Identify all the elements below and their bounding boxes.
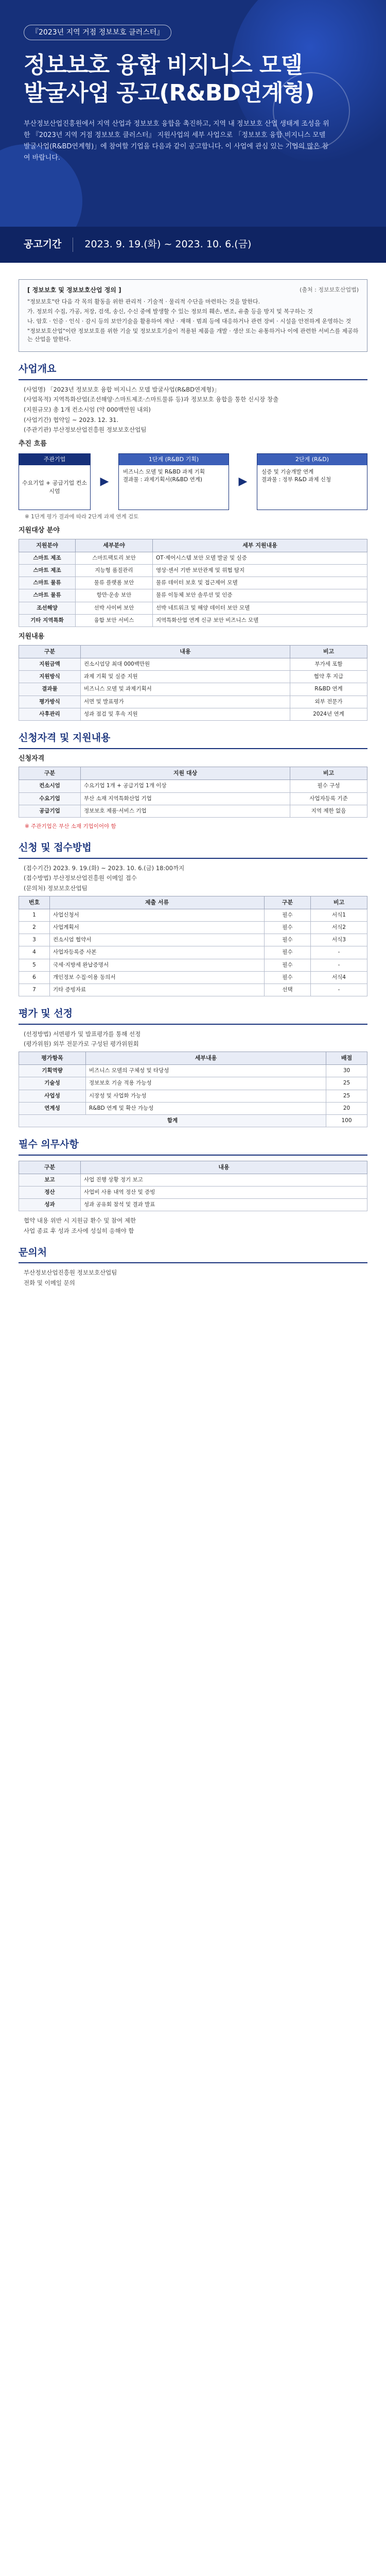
section-heading: 신청 및 접수방법 bbox=[19, 841, 367, 859]
table-row bbox=[19, 708, 367, 720]
bullet-item: (선정방법) 서면평가 및 발표평가를 통해 선정 bbox=[24, 1030, 141, 1038]
diagram-stage-1 bbox=[118, 453, 229, 510]
table-cell: 지능형 품질관리 bbox=[76, 565, 153, 577]
table-cell: 정보보호 제품·서비스 기업 bbox=[81, 805, 290, 817]
table-row bbox=[19, 805, 367, 817]
column-header: 세부내용 bbox=[86, 1052, 326, 1065]
table-cell: 과제 기획 및 실증 지원 bbox=[81, 671, 290, 683]
diagram-head: 주관기업 bbox=[19, 454, 90, 465]
table-cell: 스마트 제조 bbox=[19, 565, 76, 577]
table-cell: OT·제어시스템 보안 모델 발굴 및 실증 bbox=[153, 552, 367, 564]
column-header: 비고 bbox=[290, 767, 367, 780]
column-header: 구분 bbox=[265, 896, 311, 909]
page-title bbox=[24, 52, 362, 107]
bullet-item: (문의처) 정보보호산업팀 bbox=[24, 885, 87, 892]
column-header: 지원 대상 bbox=[81, 767, 290, 780]
table-row bbox=[19, 1102, 367, 1114]
table-cell: 성과 공유회 참석 및 결과 발표 bbox=[81, 1199, 367, 1211]
target-table bbox=[19, 539, 367, 627]
table-cell: 수요기업 1개 + 공급기업 1개 이상 bbox=[81, 780, 290, 792]
table-cell: 비즈니스 모델의 구체성 및 타당성 bbox=[86, 1065, 326, 1077]
table-cell: 필수 bbox=[265, 934, 311, 946]
column-header: 구분 bbox=[19, 1161, 81, 1174]
table-row bbox=[19, 971, 367, 984]
table-cell: - bbox=[311, 984, 367, 996]
table-cell: 2024년 연계 bbox=[290, 708, 367, 720]
table-cell: 지원방식 bbox=[19, 671, 81, 683]
table-cell: 국세·지방세 완납증명서 bbox=[50, 959, 265, 971]
table-row bbox=[19, 1199, 367, 1211]
table-cell: 필수 bbox=[265, 909, 311, 921]
table-row bbox=[19, 696, 367, 708]
table-row bbox=[19, 984, 367, 996]
table-row bbox=[19, 671, 367, 683]
footnote: ※ 주관기업은 부산 소재 기업이어야 함 bbox=[25, 823, 116, 829]
table-cell: 1 bbox=[19, 909, 50, 921]
table-cell: 선박 네트워크 및 해양 데이터 보안 모델 bbox=[153, 602, 367, 614]
table-cell: 서식3 bbox=[311, 934, 367, 946]
diagram-line: 비즈니스 모델 및 R&BD 과제 기획 bbox=[123, 468, 205, 475]
diagram-stage-2 bbox=[257, 453, 367, 510]
table-cell: 사업성 bbox=[19, 1090, 86, 1102]
table-cell: 2 bbox=[19, 921, 50, 934]
table-cell: 조선해양 bbox=[19, 602, 76, 614]
section-heading: 필수 의무사항 bbox=[19, 1138, 367, 1156]
table-cell: 사업비 사용 내역 정산 및 증빙 bbox=[81, 1186, 367, 1198]
column-header: 구분 bbox=[19, 767, 81, 780]
sub-heading: 신청자격 bbox=[19, 754, 45, 762]
column-header: 배점 bbox=[326, 1052, 367, 1065]
table-cell: 외부 전문가 bbox=[290, 696, 367, 708]
table-row bbox=[19, 946, 367, 959]
contact-line: 전화 및 이메일 문의 bbox=[24, 1279, 75, 1286]
table-row bbox=[19, 602, 367, 614]
program-tag: 『2023년 지역 거점 정보보호 클러스터』 bbox=[24, 25, 171, 40]
bullet-item: 협약 내용 위반 시 지원금 환수 및 참여 제한 bbox=[24, 1217, 136, 1225]
table-row bbox=[19, 934, 367, 946]
table-cell: 컨소시엄 bbox=[19, 780, 81, 792]
table-row bbox=[19, 1077, 367, 1090]
title-line: 정보보호 융합 비지니스 모델 bbox=[24, 52, 303, 79]
table-cell: - bbox=[311, 959, 367, 971]
table-cell: 사업자등록증 사본 bbox=[50, 946, 265, 959]
table-cell: 정보보호 기술 적용 가능성 bbox=[86, 1077, 326, 1090]
table-cell: 컨소시엄 협약서 bbox=[50, 934, 265, 946]
column-header: 비고 bbox=[311, 896, 367, 909]
diagram-line: 실증 및 기술개발 연계 bbox=[261, 468, 314, 475]
table-cell: 필수 bbox=[265, 959, 311, 971]
column-header: 비고 bbox=[290, 645, 367, 658]
bullet-item: (접수방법) 부산정보산업진흥원 이메일 접수 bbox=[24, 874, 137, 882]
table-cell: 선박 사이버 보안 bbox=[76, 602, 153, 614]
definition-line: "정보보호산업"이란 정보보호를 위한 기술 및 정보보호기술이 적용된 제품을 개발 · 생산 또는 유통하거나 이에 관련한 서비스를 제공하는 산업을 말한다. bbox=[27, 328, 359, 343]
table-row bbox=[19, 780, 367, 792]
title-line: 발굴사업 공고(R&BD연계형) bbox=[24, 79, 314, 106]
column-header: 내용 bbox=[81, 1161, 367, 1174]
table-row bbox=[19, 921, 367, 934]
table-row bbox=[19, 792, 367, 805]
table-cell: 사업 진행 상황 정기 보고 bbox=[81, 1174, 367, 1186]
table-cell: 사업계획서 bbox=[50, 921, 265, 934]
bullet-item: (평가위원) 외부 전문가로 구성된 평가위원회 bbox=[24, 1040, 139, 1048]
arrow-right-icon: ▶ bbox=[100, 474, 109, 488]
table-cell: 스마트 물류 bbox=[19, 589, 76, 602]
table-cell: 기획역량 bbox=[19, 1065, 86, 1077]
definition-line: 가. 정보의 수집, 가공, 저장, 검색, 송신, 수신 중에 발생할 수 있는 정보의 훼손, 변조, 유출 등을 방지 및 복구하는 것 bbox=[27, 308, 313, 315]
period-label: 공고기간 bbox=[24, 238, 73, 252]
column-header: 내용 bbox=[81, 645, 290, 658]
table-row bbox=[19, 614, 367, 626]
table-row bbox=[19, 1174, 367, 1186]
table-cell: R&BD 연계 bbox=[290, 683, 367, 696]
table-cell: 3 bbox=[19, 934, 50, 946]
table-row bbox=[19, 552, 367, 564]
section-heading: 평가 및 선정 bbox=[19, 1007, 367, 1025]
table-cell: R&BD 연계 및 확산 가능성 bbox=[86, 1102, 326, 1114]
table-cell: 항만·운송 보안 bbox=[76, 589, 153, 602]
sub-heading: 지원대상 분야 bbox=[19, 527, 60, 535]
column-header: 제출 서류 bbox=[50, 896, 265, 909]
table-cell: - bbox=[311, 946, 367, 959]
table-cell: 기타 지역특화 bbox=[19, 614, 76, 626]
table-cell: 합계 bbox=[19, 1114, 326, 1127]
table-cell: 부가세 포함 bbox=[290, 658, 367, 670]
definition-line: "정보보호"란 다음 각 목의 활동을 위한 관리적 · 기술적 · 물리적 수단을 마련하는 것을 말한다. bbox=[27, 298, 260, 306]
table-row bbox=[19, 683, 367, 696]
table-row bbox=[19, 959, 367, 971]
obligations-table bbox=[19, 1161, 367, 1212]
column-header: 평가항목 bbox=[19, 1052, 86, 1065]
table-cell: 사후관리 bbox=[19, 708, 81, 720]
definition-line: 나. 암호 · 인증 · 인식 · 감시 등의 보안기술을 활용하여 재난 · 재해 · 범죄 등에 대응하거나 관련 장비 · 시설을 안전하게 운영하는 것 bbox=[27, 318, 352, 325]
table-cell: 서식1 bbox=[311, 909, 367, 921]
table-row bbox=[19, 1090, 367, 1102]
table-cell: 융합 보안 서비스 bbox=[76, 614, 153, 626]
period-value: 2023. 9. 19.(화) ~ 2023. 10. 6.(금) bbox=[84, 239, 252, 250]
table-cell: 수요기업 bbox=[19, 792, 81, 805]
column-header: 세부 지원내용 bbox=[153, 539, 367, 552]
bullet-item: (주관기관) 부산정보산업진흥원 정보보호산업팀 bbox=[24, 426, 147, 434]
table-cell: 물류 플랫폼 보안 bbox=[76, 577, 153, 589]
bullet-item: (접수기간) 2023. 9. 19.(화) ~ 2023. 10. 6.(금) 18:00까지 bbox=[24, 864, 185, 872]
table-cell: 협약 후 지급 bbox=[290, 671, 367, 683]
table-cell: 시장성 및 사업화 가능성 bbox=[86, 1090, 326, 1102]
table-row bbox=[19, 1065, 367, 1077]
definition-title: [ 정보보호 및 정보보호산업 정의 ] bbox=[27, 286, 121, 294]
table-cell: 결과물 bbox=[19, 683, 81, 696]
table-cell: 영상·센서 기반 보안관제 및 위협 탐지 bbox=[153, 565, 367, 577]
table-header-row bbox=[19, 1161, 367, 1174]
table-cell: 25 bbox=[326, 1077, 367, 1090]
table-cell: 물류 이동체 보안 솔루션 및 인증 bbox=[153, 589, 367, 602]
table-cell: 연계성 bbox=[19, 1102, 86, 1114]
diagram-body bbox=[257, 465, 367, 510]
table-cell: 서식4 bbox=[311, 971, 367, 984]
table-cell: 지역 제한 없음 bbox=[290, 805, 367, 817]
diagram-applicant bbox=[19, 453, 91, 510]
column-header: 지원분야 bbox=[19, 539, 76, 552]
table-cell: 필수 bbox=[265, 921, 311, 934]
diagram-head: 2단계 (R&D) bbox=[257, 454, 367, 465]
table-row bbox=[19, 1186, 367, 1198]
table-cell: 보고 bbox=[19, 1174, 81, 1186]
table-cell: 스마트팩토리 보안 bbox=[76, 552, 153, 564]
table-cell: 기타 증빙자료 bbox=[50, 984, 265, 996]
bullet-item: 사업 종료 후 성과 조사에 성실히 응해야 함 bbox=[24, 1227, 134, 1234]
section-heading: 사업개요 bbox=[19, 362, 367, 380]
table-cell: 서면 및 발표평가 bbox=[81, 696, 290, 708]
diagram-head: 1단계 (R&BD 기획) bbox=[119, 454, 229, 465]
support-table bbox=[19, 645, 367, 721]
table-cell: 사업신청서 bbox=[50, 909, 265, 921]
table-total-row bbox=[19, 1114, 367, 1127]
table-row bbox=[19, 565, 367, 577]
bullet-item: (지원규모) 총 1개 컨소시엄 (약 000백만원 내외) bbox=[24, 405, 151, 413]
definition-box bbox=[19, 279, 367, 352]
table-cell: 사업자등록 기준 bbox=[290, 792, 367, 805]
column-header: 구분 bbox=[19, 645, 81, 658]
table-cell: 5 bbox=[19, 959, 50, 971]
table-cell: 스마트 물류 bbox=[19, 577, 76, 589]
table-cell: 30 bbox=[326, 1065, 367, 1077]
table-cell: 필수 bbox=[265, 971, 311, 984]
table-header-row bbox=[19, 645, 367, 658]
period-bar bbox=[0, 227, 386, 263]
table-cell: 4 bbox=[19, 946, 50, 959]
diagram-body: 수요기업 + 공급기업 컨소시엄 bbox=[22, 479, 87, 495]
table-cell: 부산 소재 지역특화산업 기업 bbox=[81, 792, 290, 805]
diagram-body bbox=[119, 465, 229, 510]
contact-line: 부산정보산업진흥원 정보보호산업팀 bbox=[24, 1269, 117, 1277]
section-heading: 문의처 bbox=[19, 1246, 367, 1264]
sub-heading: 추진 흐름 bbox=[19, 439, 47, 448]
definition-header bbox=[27, 286, 359, 295]
bullet-item: (사업명) 「2023년 정보보호 융합 비지니스 모델 발굴사업(R&BD연계형)」 bbox=[24, 385, 220, 393]
table-cell: 필수 구성 bbox=[290, 780, 367, 792]
table-cell: 스마트 제조 bbox=[19, 552, 76, 564]
table-cell: 7 bbox=[19, 984, 50, 996]
documents-table bbox=[19, 896, 367, 996]
footnote: ※ 1단계 평가 결과에 따라 2단계 과제 연계 검토 bbox=[25, 513, 139, 520]
table-header-row bbox=[19, 1052, 367, 1065]
table-cell: 성과 bbox=[19, 1199, 81, 1211]
table-cell: 지원금액 bbox=[19, 658, 81, 670]
table-cell: 6 bbox=[19, 971, 50, 984]
table-row bbox=[19, 577, 367, 589]
table-cell: 평가방식 bbox=[19, 696, 81, 708]
table-cell: 물류 데이터 보호 및 접근제어 모델 bbox=[153, 577, 367, 589]
table-cell: 25 bbox=[326, 1090, 367, 1102]
table-cell: 컨소시엄당 최대 000백만원 bbox=[81, 658, 290, 670]
column-header: 세부분야 bbox=[76, 539, 153, 552]
table-cell: 비즈니스 모델 및 과제기획서 bbox=[81, 683, 290, 696]
table-cell: 선택 bbox=[265, 984, 311, 996]
evaluation-table bbox=[19, 1052, 367, 1127]
hero-banner bbox=[0, 0, 386, 227]
lead-text: 부산정보산업진흥원에서 지역 산업과 정보보호 융합을 촉진하고, 지역 내 정보보호 산업 생태계 조성을 위한 『2023년 지역 거점 정보보호 클러스터』 지원사업의 세부 사업으로 「정보보호 융합 비지니스 모델 발굴사업(R&BD연계형)」에 참여할 기업을 다음과 같이 공고합니다. 이 사업에 관심 있는 기업의 많은 참여 바랍니다. bbox=[24, 120, 329, 162]
table-cell: 정산 bbox=[19, 1186, 81, 1198]
table-row bbox=[19, 589, 367, 602]
diagram-line: 결과물 : 과제기획서(R&BD 연계) bbox=[123, 476, 202, 483]
table-cell: 서식2 bbox=[311, 921, 367, 934]
table-cell: 성과 점검 및 후속 지원 bbox=[81, 708, 290, 720]
process-diagram bbox=[19, 453, 367, 510]
bullet-item: (사업목적) 지역특화산업(조선해양·스마트제조·스마트물류 등)과 정보보호 융합을 통한 신시장 창출 bbox=[24, 396, 279, 403]
table-header-row bbox=[19, 539, 367, 552]
table-cell: 지역특화산업 연계 신규 보안 비즈니스 모델 bbox=[153, 614, 367, 626]
section-heading: 신청자격 및 지원내용 bbox=[19, 731, 367, 749]
bullet-item: (사업기간) 협약일 ~ 2023. 12. 31. bbox=[24, 416, 119, 423]
table-header-row bbox=[19, 767, 367, 780]
table-cell: 20 bbox=[326, 1102, 367, 1114]
table-row bbox=[19, 658, 367, 670]
table-cell: 필수 bbox=[265, 946, 311, 959]
table-cell: 100 bbox=[326, 1114, 367, 1127]
table-cell: 기술성 bbox=[19, 1077, 86, 1090]
column-header: 번호 bbox=[19, 896, 50, 909]
arrow-right-icon: ▶ bbox=[238, 474, 248, 488]
table-cell: 개인정보 수집·이용 동의서 bbox=[50, 971, 265, 984]
main-content bbox=[0, 263, 386, 1287]
definition-source: (출처 : 정보보호산업법) bbox=[300, 286, 359, 293]
sub-heading: 지원내용 bbox=[19, 633, 45, 641]
table-cell: 공급기업 bbox=[19, 805, 81, 817]
eligibility-table bbox=[19, 767, 367, 818]
table-row bbox=[19, 909, 367, 921]
table-header-row bbox=[19, 896, 367, 909]
diagram-line: 결과물 : 정부 R&D 과제 신청 bbox=[261, 476, 331, 483]
